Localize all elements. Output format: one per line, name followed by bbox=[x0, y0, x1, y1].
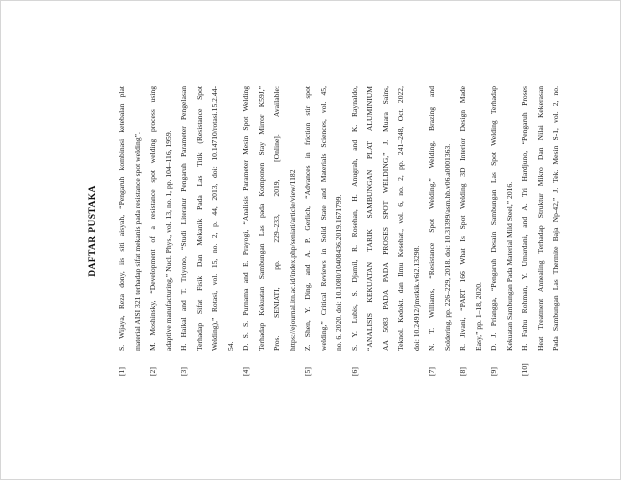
reference-line: Pros. SENIATI, pp. 229–233, 2019, [Online]. Available: bbox=[272, 86, 281, 351]
reference-list bbox=[114, 86, 564, 376]
reference-line: Kekuatan Sambungan Pada Material Mild Steel,” 2016. bbox=[504, 181, 514, 351]
reference-marker: [7] bbox=[427, 367, 436, 376]
reference-text bbox=[455, 86, 486, 351]
reference-marker: [1] bbox=[117, 367, 126, 376]
reference-text bbox=[145, 86, 176, 351]
reference-text bbox=[300, 86, 347, 351]
reference-line: R. Jivani, “PART 166 What Is Spot Welding 3D Interior Design Made bbox=[458, 86, 467, 351]
reference-line: H. Haikal and T. Triyono, “Studi Literatur Pengaruh Parameter Pengelasan bbox=[179, 86, 188, 351]
reference-text bbox=[347, 86, 425, 351]
reference-line: Heat Treatment Annealing Terhadap Struktur Mikro Dan Nilai Kekerasan bbox=[535, 86, 545, 351]
reference-marker: [9] bbox=[489, 367, 498, 376]
reference-item bbox=[486, 86, 517, 376]
reference-line: M. Moshinsky, “Development of a resistance spot welding process using bbox=[148, 86, 157, 351]
reference-line: S. Wijaya, Reza dony, iis siti aisyah, “Pengaruh kombinasi ketebalan plat bbox=[117, 86, 126, 351]
reference-item bbox=[300, 86, 347, 376]
page-content bbox=[1, 1, 564, 480]
reference-marker: [6] bbox=[349, 367, 359, 376]
reference-line: adaptive manufacturing,” Nucl. Phys., vol. 13, no. 1, pp. 104–116, 1959. bbox=[163, 130, 173, 351]
reference-text bbox=[424, 86, 455, 351]
rotated-page bbox=[1, 1, 621, 480]
reference-text bbox=[517, 86, 564, 351]
reference-item bbox=[114, 86, 145, 376]
reference-line: Terhadap Kekuatan Sambungan Las pada Komponen Stay Mirror K59J,” bbox=[256, 86, 266, 351]
reference-marker: [4] bbox=[241, 367, 250, 376]
reference-marker: [8] bbox=[458, 367, 467, 376]
reference-line: welding,” Critical Reviews in Solid State and Materials Sciences, vol. 45, bbox=[318, 86, 328, 351]
reference-line: Easy,” pp. 1–18, 2020. bbox=[473, 282, 483, 351]
reference-line: H. Fathu Rohman, Y. Umardani, and A. Tri Hardjuno, “Pengaruh Proses bbox=[520, 86, 529, 351]
reference-line: D. J. Priangga, “Pengaruh Desain Sambungan Las Spot Welding Terhadap bbox=[489, 86, 498, 351]
reference-marker: [10] bbox=[520, 363, 529, 376]
reference-marker: [3] bbox=[179, 367, 188, 376]
reference-marker: [5] bbox=[303, 367, 312, 376]
reference-item bbox=[424, 86, 455, 376]
page-title: DAFTAR PUSTAKA bbox=[88, 185, 98, 277]
reference-line: N. T. Williams, “Resistance Spot Welding,” Welding, Brazing and bbox=[427, 86, 436, 351]
reference-item bbox=[238, 86, 300, 376]
reference-text bbox=[176, 86, 238, 351]
reference-marker: [2] bbox=[148, 367, 157, 376]
reference-text bbox=[486, 86, 517, 351]
reference-line: “ANALISIS KEKUATAN TARIK SAMBUNGAN PLAT ALUMINIUM bbox=[365, 86, 374, 351]
reference-line: Terhadap Sifat Fisik Dan Mekanik Pada Las Titik (Resistance Spot bbox=[194, 86, 204, 351]
reference-line: Soldering, pp. 226–229, 2018. doi: 10.31399/asm.hb.v06.a0001363. bbox=[442, 143, 452, 351]
reference-line: no. 6. 2020. doi: 10.1080/10408436.2019.1671799. bbox=[334, 194, 343, 351]
reference-line: material AISI 321 terhadap sifat mekanis pada resistance spot welding”. bbox=[132, 132, 142, 351]
reference-text bbox=[238, 86, 300, 351]
reference-item bbox=[517, 86, 564, 376]
reference-line: S. Y. Lubis, S. Djamil, R. Rosehan, H. Anugrah, and K. Raynaldo, bbox=[349, 86, 359, 351]
reference-line: 54. bbox=[225, 341, 235, 351]
reference-line: D. S. S. Purnama and E. Prayogi, “Analisis Parameter Mesin Spot Welding bbox=[241, 86, 250, 351]
reference-line: AA 5083 PADA PADA PROSES SPOT WELDING,” J. Muara Sains, bbox=[380, 86, 390, 351]
reference-line: https://ejournal.itn.ac.id/index.php/seniati/article/view/1182 bbox=[287, 169, 297, 351]
reference-line: Pada Sambungan Las Thermite Baja Np-42,” J. Tek. Mesin S-1, vol. 2, no. bbox=[551, 86, 560, 351]
reference-item bbox=[347, 86, 425, 376]
reference-text bbox=[114, 86, 145, 351]
reference-item bbox=[176, 86, 238, 376]
reference-line: Z. Shen, Y. Ding, and A. P. Gerlich, “Advances in friction stir spot bbox=[303, 86, 312, 351]
reference-item bbox=[145, 86, 176, 376]
reference-line: Welding),” Rotasi, vol. 15, no. 2, p. 44, 2013, doi: 10.14710/rotasi.15.2.44- bbox=[210, 86, 219, 351]
reference-line: Teknol. Kedokt. dan Ilmu Kesehat., vol. 6, no. 2, pp. 241–248, Oct. 2022, bbox=[396, 86, 405, 351]
reference-line: doi: 10.24912/jmstkik.v6i2.13298. bbox=[411, 245, 421, 351]
reference-item bbox=[455, 86, 486, 376]
